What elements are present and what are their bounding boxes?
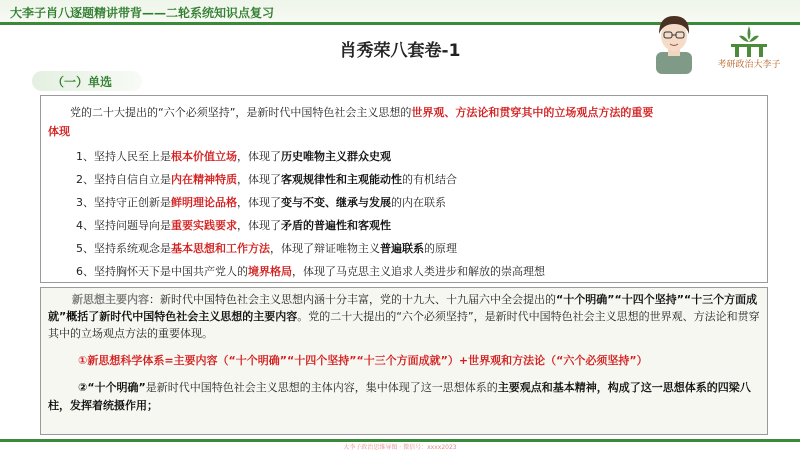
list-item: 6、坚持胸怀天下是中国共产党人的境界格局，体现了马克思主义追求人类进步和解放的崇高理想 <box>76 265 545 278</box>
logo-text: 考研政治大李子 <box>717 60 781 70</box>
list-item: 3、坚持守正创新是鲜明理论品格，体现了变与不变、继承与发展的内在联系 <box>76 196 446 209</box>
ten-clarifications-paragraph: ②“十个明确”是新时代中国特色社会主义思想的主体内容，集中体现了这一思想体系的主要观点和基本精神，构成了这一思想体系的四梁八柱，发挥着统摄作用； <box>48 381 751 412</box>
content-heading: 新思想主要内容 <box>72 293 149 306</box>
intro-paragraph <box>48 103 760 141</box>
intro-highlight-cont: 体现 <box>48 125 70 138</box>
series-title: 大李子肖八逐题精讲带背——二轮系统知识点复习 <box>10 6 275 20</box>
section-label: （一）单选 <box>52 75 113 89</box>
list-item: 5、坚持系统观念是基本思想和工作方法，体现了辩证唯物主义普遍联系的原理 <box>76 242 457 255</box>
slide-title: 肖秀荣八套卷-1 <box>339 41 461 61</box>
list-item: 1、坚持人民至上是根本价值立场，体现了历史唯物主义群众史观 <box>76 150 391 163</box>
content-paragraph: 新思想主要内容：新时代中国特色社会主义思想内涵十分丰富，党的十九大、十九届六中全会提出的“十个明确”“十四个坚持”“十三个方面成就”概括了新时代中国特色社会主义思想的主要内容。党的二十大提出的“六个必须坚持”，是新时代中国特色社会主义思想的世界观、方法论和贯穿其中的立场观点方法的重要体现。 <box>48 293 760 340</box>
intro-highlight: 世界观、方法论和贯穿其中的立场观点方法的重要 <box>411 106 654 119</box>
list-item: 4、坚持问题导向是重要实践要求，体现了矛盾的普遍性和客观性 <box>76 219 391 232</box>
avatar <box>648 12 700 74</box>
formula-line: ①新思想科学体系=主要内容（“十个明确”“十四个坚持”“十三个方面成就”）+世界观和方法论（“六个必须坚持”） <box>78 354 648 367</box>
list-item: 2、坚持自信自立是内在精神特质，体现了客观规律性和主观能动性的有机结合 <box>76 173 457 186</box>
watermark: 大李子政治思维导图 · 微信号：xxxx2023 <box>343 444 457 450</box>
intro-text: 党的二十大提出的“六个必须坚持”，是新时代中国特色社会主义思想的 <box>70 106 412 119</box>
